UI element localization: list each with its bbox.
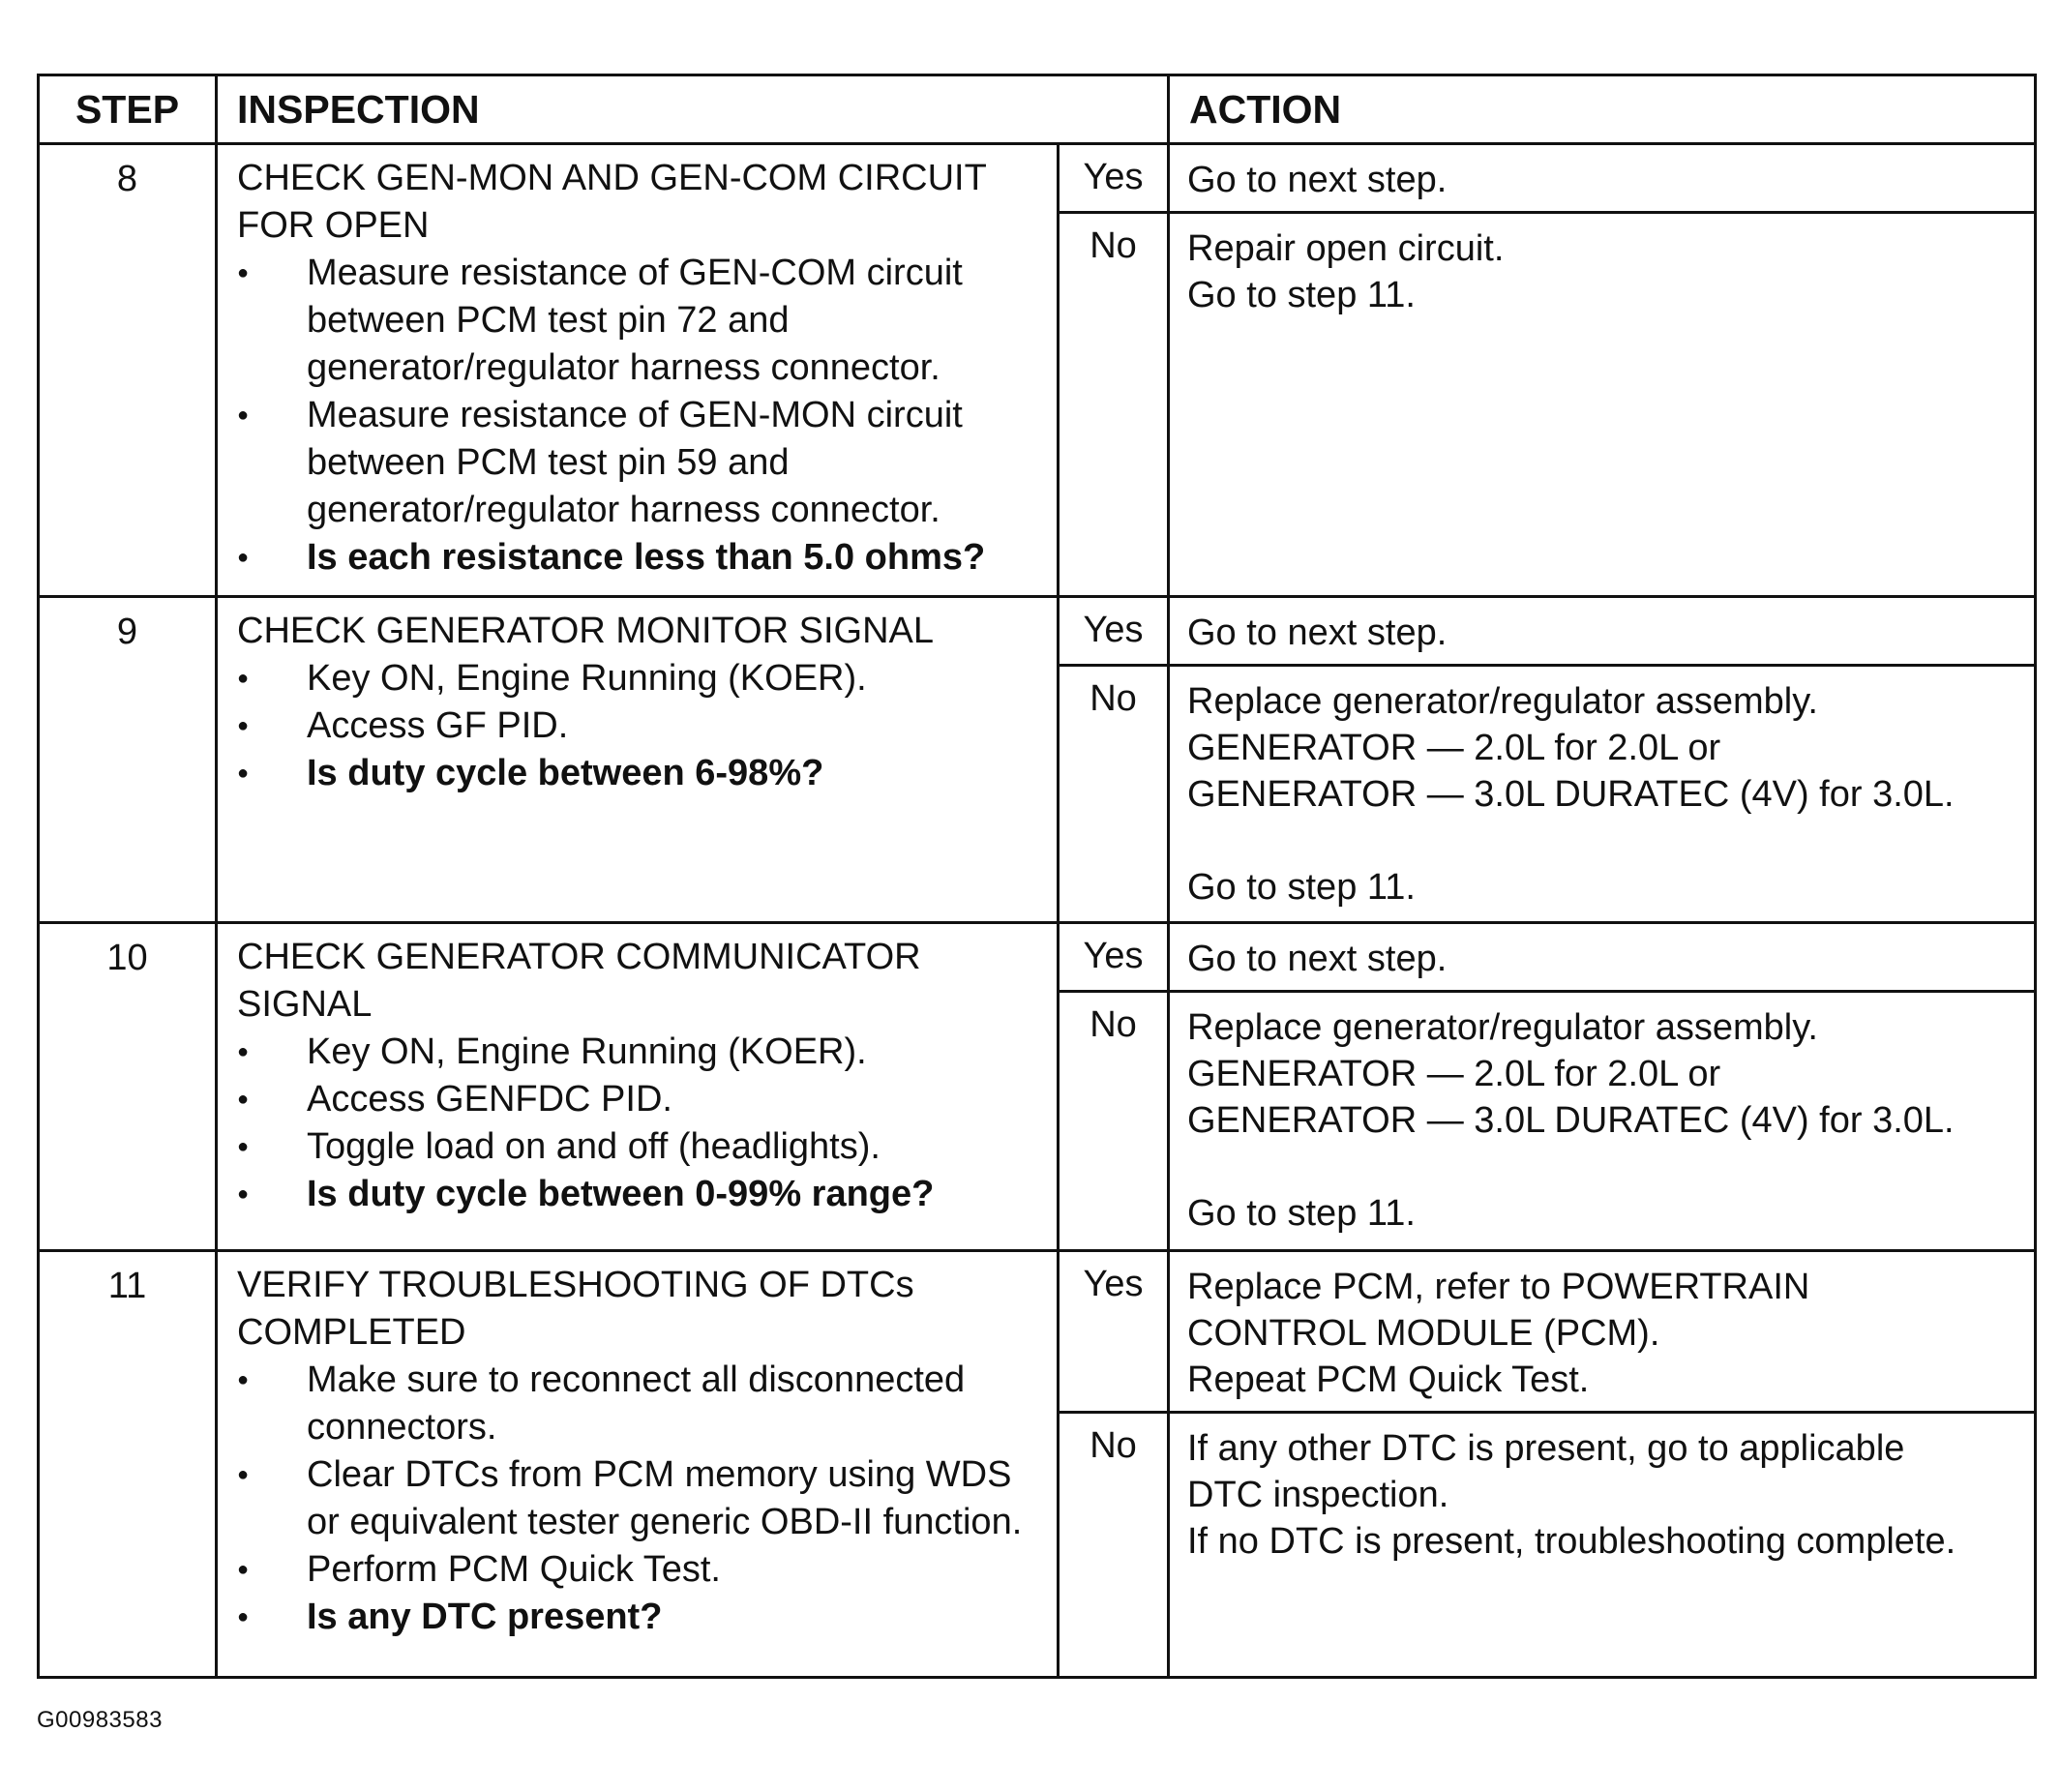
header-row — [39, 75, 2036, 144]
inspection-title: CHECK GENERATOR MONITOR SIGNAL — [237, 611, 934, 651]
step-number: 8 — [39, 144, 217, 597]
action-line: CONTROL MODULE (PCM). — [1187, 1313, 1660, 1354]
yes-label: Yes — [1059, 597, 1169, 666]
inspection-bullets — [237, 1029, 1043, 1218]
inspection-bullet: ● Measure resistance of GEN-COM circuit between PCM test pin 72 and generator/regulator harness connector. — [237, 250, 1043, 392]
inspection-bullet: ● Clear DTCs from PCM memory using WDS or equivalent tester generic OBD-II function. — [237, 1451, 1043, 1546]
yes-action — [1169, 1251, 2036, 1413]
inspection-bullet: ● Key ON, Engine Running (KOER). — [237, 655, 1043, 702]
step-number: 11 — [39, 1251, 217, 1678]
table-row — [39, 144, 2036, 213]
figure-id: G00983583 — [37, 1707, 163, 1733]
step-number: 9 — [39, 597, 217, 923]
no-action — [1169, 213, 2036, 597]
inspection-cell — [217, 597, 1059, 923]
action-line: GENERATOR — 3.0L DURATEC (4V) for 3.0L. — [1187, 774, 1955, 815]
action-line: If no DTC is present, troubleshooting complete. — [1187, 1521, 1956, 1562]
inspection-question: ● Is each resistance less than 5.0 ohms? — [237, 534, 1043, 582]
inspection-bullets — [237, 250, 1043, 582]
inspection-bullet: ● Make sure to reconnect all disconnected connectors. — [237, 1357, 1043, 1451]
yes-action — [1169, 144, 2036, 213]
action-line: Go to next step. — [1187, 939, 1448, 979]
no-label: No — [1059, 992, 1169, 1251]
yes-label: Yes — [1059, 923, 1169, 992]
action-line — [1187, 1144, 2020, 1190]
yes-action — [1169, 923, 2036, 992]
yes-action — [1169, 597, 2036, 666]
inspection-bullets — [237, 655, 1043, 797]
action-line: Replace generator/regulator assembly. — [1187, 681, 1818, 722]
inspection-bullets — [237, 1357, 1043, 1641]
action-line: DTC inspection. — [1187, 1475, 1449, 1515]
inspection-bullet: ● Key ON, Engine Running (KOER). — [237, 1029, 1043, 1076]
action-line: GENERATOR — 2.0L for 2.0L or — [1187, 1054, 1721, 1094]
inspection-title: FOR OPEN — [237, 205, 430, 246]
inspection-title: CHECK GEN-MON AND GEN-COM CIRCUIT — [237, 158, 987, 198]
table-body — [39, 144, 2036, 1678]
action-line: If any other DTC is present, go to applicable — [1187, 1428, 1905, 1469]
inspection-title: COMPLETED — [237, 1312, 466, 1353]
action-line: Replace generator/regulator assembly. — [1187, 1007, 1818, 1048]
inspection-question: ● Is duty cycle between 6-98%? — [237, 750, 1043, 797]
inspection-question: ● Is duty cycle between 0-99% range? — [237, 1171, 1043, 1218]
action-line: Go to next step. — [1187, 612, 1448, 653]
yes-label: Yes — [1059, 144, 1169, 213]
inspection-header: INSPECTION — [217, 75, 1169, 144]
action-line — [1187, 818, 2020, 864]
table-row — [39, 923, 2036, 992]
inspection-bullet: ● Measure resistance of GEN-MON circuit between PCM test pin 59 and generator/regulator harness connector. — [237, 392, 1043, 534]
action-line: Go to step 11. — [1187, 275, 1416, 315]
inspection-cell — [217, 1251, 1059, 1678]
no-label: No — [1059, 666, 1169, 923]
no-action — [1169, 666, 2036, 923]
action-line: Go to step 11. — [1187, 1193, 1416, 1234]
no-action — [1169, 992, 2036, 1251]
inspection-bullet: ● Toggle load on and off (headlights). — [237, 1123, 1043, 1171]
yes-label: Yes — [1059, 1251, 1169, 1413]
action-line: GENERATOR — 2.0L for 2.0L or — [1187, 728, 1721, 768]
inspection-bullet: ● Access GENFDC PID. — [237, 1076, 1043, 1123]
inspection-question: ● Is any DTC present? — [237, 1594, 1043, 1641]
action-line: GENERATOR — 3.0L DURATEC (4V) for 3.0L. — [1187, 1100, 1955, 1141]
action-line: Replace PCM, refer to POWERTRAIN — [1187, 1267, 1810, 1307]
table-row — [39, 1251, 2036, 1413]
diagnostic-table — [37, 74, 2037, 1679]
no-label: No — [1059, 1413, 1169, 1678]
inspection-bullet: ● Perform PCM Quick Test. — [237, 1546, 1043, 1594]
inspection-bullet: ● Access GF PID. — [237, 702, 1043, 750]
inspection-title: CHECK GENERATOR COMMUNICATOR — [237, 937, 921, 977]
action-line: Repair open circuit. — [1187, 228, 1505, 269]
action-line: Go to step 11. — [1187, 867, 1416, 908]
step-number: 10 — [39, 923, 217, 1251]
action-line: Go to next step. — [1187, 160, 1448, 200]
action-line: Repeat PCM Quick Test. — [1187, 1359, 1590, 1400]
inspection-cell — [217, 923, 1059, 1251]
no-label: No — [1059, 213, 1169, 597]
inspection-title: VERIFY TROUBLESHOOTING OF DTCs — [237, 1265, 914, 1305]
no-action — [1169, 1413, 2036, 1678]
action-header: ACTION — [1169, 75, 2036, 144]
table-row — [39, 597, 2036, 666]
inspection-cell — [217, 144, 1059, 597]
inspection-title: SIGNAL — [237, 984, 373, 1025]
step-header: STEP — [39, 75, 217, 144]
